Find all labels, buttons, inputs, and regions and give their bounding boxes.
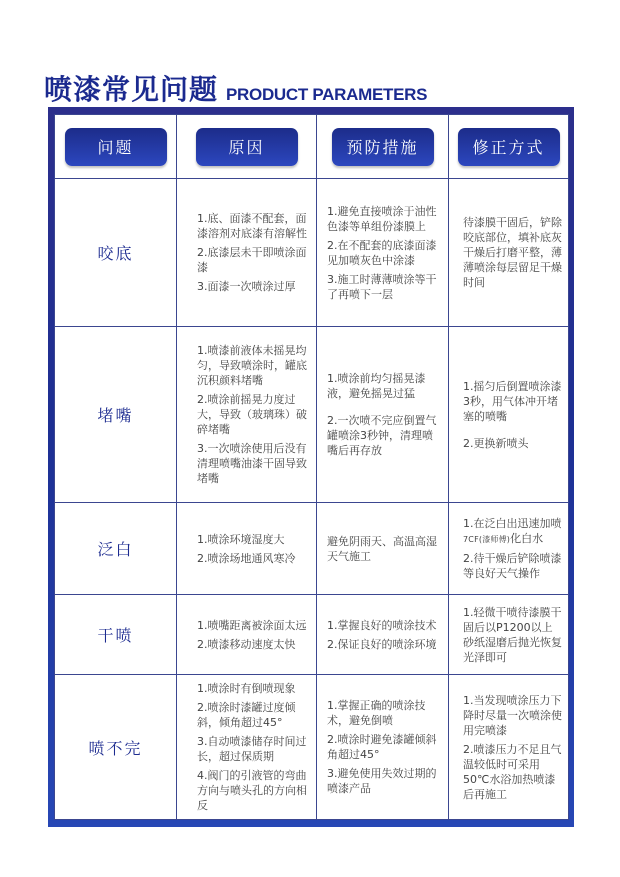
cause-item: 2.底漆层未干即喷涂面漆	[197, 246, 307, 274]
cause-cell	[177, 179, 317, 327]
fix-item: 2.更换新喷头	[463, 436, 529, 450]
problems-table	[54, 114, 569, 820]
cause-item: 1.喷漆前液体未摇晃均匀，导致喷涂时，罐底沉积颜料堵嘴	[197, 344, 307, 387]
fix-cell	[449, 503, 569, 595]
fix-cell	[449, 595, 569, 675]
issue-name: 咬底	[55, 179, 177, 327]
header-cell-fix	[449, 115, 569, 179]
cause-item: 3.面漆一次喷涂过厚	[197, 280, 296, 293]
header-cell-prevent	[317, 115, 449, 179]
issue-name: 堵嘴	[55, 327, 177, 503]
issue-name: 喷不完	[55, 675, 177, 820]
table-row	[55, 179, 569, 327]
fix-text: 化白水	[510, 532, 544, 545]
header-cell-issue	[55, 115, 177, 179]
cause-item: 1.喷涂环境湿度大	[197, 532, 285, 546]
prevent-cell	[317, 675, 449, 820]
issue-name: 干喷	[55, 595, 177, 675]
cause-item: 3.自动喷漆储存时间过长，超过保质期	[197, 735, 307, 763]
cause-item: 2.喷涂前摇晃力度过大，导致（玻璃珠）破碎堵嘴	[197, 393, 307, 436]
page-title: 喷漆常见问题	[44, 73, 219, 106]
fix-cell	[449, 675, 569, 820]
page-header	[44, 62, 427, 106]
prevent-item: 1.掌握良好的喷涂技术	[327, 618, 437, 632]
fix-item: 待漆膜干固后，铲除咬底部位，填补底灰干燥后打磨平整，薄薄喷涂每层留足干燥时间	[463, 216, 562, 289]
fix-item: 2.喷漆压力不足且气温较低时可采用50℃水浴加热喷漆后再施工	[463, 742, 562, 801]
header-fix: 修正方式	[458, 128, 560, 166]
cause-cell	[177, 675, 317, 820]
cause-item: 2.喷漆移动速度太快	[197, 637, 296, 651]
fix-item: 1.当发现喷涂压力下降时尽量一次喷涂使用完喷漆	[463, 693, 562, 737]
page-subtitle: PRODUCT PARAMETERS	[226, 85, 428, 104]
cause-cell	[177, 503, 317, 595]
cause-item: 4.阀门的引液管的弯曲方向与喷头孔的方向相反	[197, 769, 307, 812]
header-cause: 原因	[196, 128, 298, 166]
prevent-item: 2.在不配套的底漆面漆见加喷灰色中涂漆	[327, 238, 437, 267]
prevent-item: 避免阴雨天、高温高湿天气施工	[327, 534, 437, 563]
issue-name: 泛白	[55, 503, 177, 595]
fix-item: 1.摇匀后倒置喷涂漆3秒，用气体冲开堵塞的喷嘴	[463, 379, 562, 423]
fix-item	[463, 516, 562, 547]
cause-item: 2.喷涂时漆罐过度倾斜，倾角超过45°	[197, 701, 296, 729]
fix-text: 1.在泛白出迅速加喷	[463, 517, 562, 530]
prevent-item: 3.避免使用失效过期的喷漆产品	[327, 767, 437, 795]
header-row	[55, 115, 569, 179]
table-row	[55, 327, 569, 503]
header-issue: 问题	[65, 128, 167, 166]
brand-code: 7CF(漆师傅)	[463, 535, 511, 544]
table-frame	[48, 107, 574, 827]
table-row	[55, 595, 569, 675]
prevent-item: 3.施工时薄薄喷涂等干了再喷下一层	[327, 272, 437, 301]
fix-cell	[449, 179, 569, 327]
prevent-item: 1.避免直接喷涂于油性色漆等单组份漆膜上	[327, 204, 437, 233]
cause-item: 1.喷嘴距离被涂面太远	[197, 618, 307, 632]
prevent-item: 2.喷涂时避免漆罐倾斜角超过45°	[327, 733, 437, 761]
prevent-cell	[317, 327, 449, 503]
cause-item: 1.喷涂时有倒喷现象	[197, 682, 296, 695]
cause-item: 1.底、面漆不配套，面漆溶剂对底漆有溶解性	[197, 212, 307, 240]
prevent-item: 1.喷涂前均匀摇晃漆液，避免摇晃过猛	[327, 372, 426, 400]
prevent-cell	[317, 179, 449, 327]
prevent-cell	[317, 595, 449, 675]
cause-item: 3.一次喷涂使用后没有清理喷嘴油漆干固导致堵嘴	[197, 442, 307, 485]
prevent-item: 1.掌握正确的喷涂技术，避免倒喷	[327, 699, 426, 727]
cause-item: 2.喷涂场地通风寒冷	[197, 551, 296, 565]
cause-cell	[177, 595, 317, 675]
prevent-item: 2.保证良好的喷涂环境	[327, 637, 437, 651]
fix-item: 2.待干燥后铲除喷漆等良好天气操作	[463, 552, 562, 580]
cause-cell	[177, 327, 317, 503]
fix-cell	[449, 327, 569, 503]
table-row	[55, 503, 569, 595]
header-prevent: 预防措施	[332, 128, 434, 166]
fix-item: 1.轻微干喷待漆膜干固后以P1200以上砂纸湿磨后抛光恢复光泽即可	[463, 605, 562, 664]
prevent-item: 2.一次喷不完应倒置气罐喷涂3秒钟，清理喷嘴后再存放	[327, 414, 437, 457]
table-row	[55, 675, 569, 820]
prevent-cell	[317, 503, 449, 595]
header-cell-cause	[177, 115, 317, 179]
